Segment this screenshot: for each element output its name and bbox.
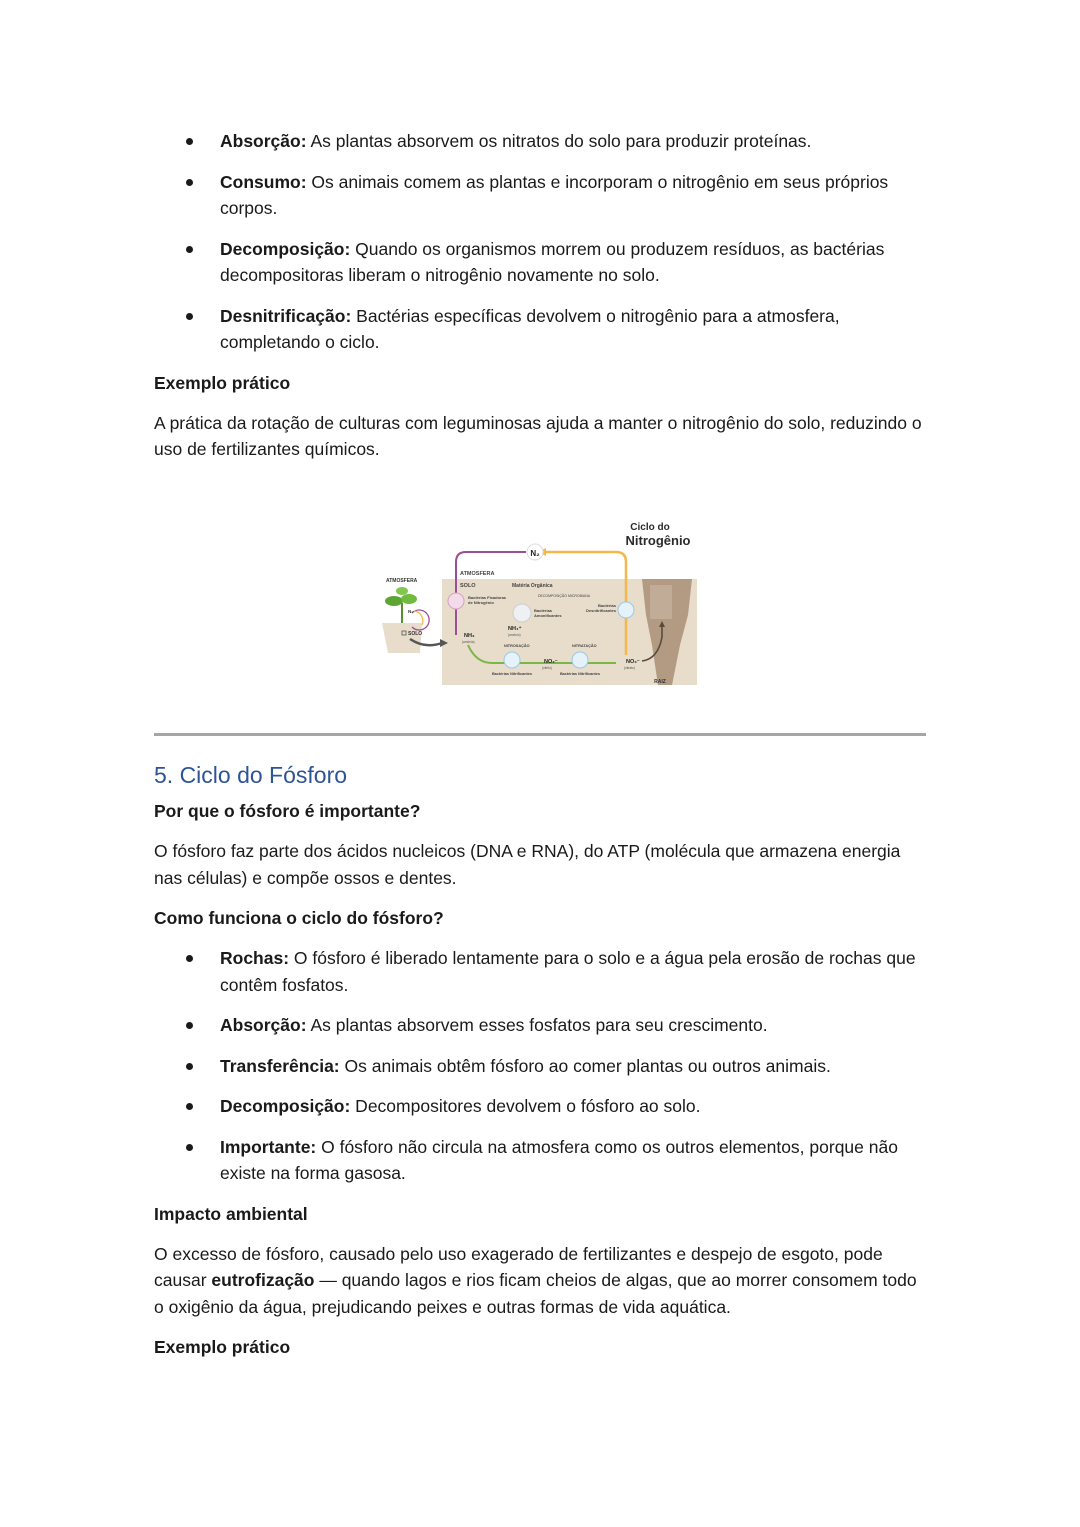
bullet-icon [186,1063,193,1070]
list-item [154,1134,926,1187]
svg-text:de Nitrogênio: de Nitrogênio [468,600,494,605]
svg-text:(nitrito): (nitrito) [542,666,552,670]
svg-text:Ciclo do: Ciclo do [630,522,670,533]
svg-text:SOLO: SOLO [408,631,423,637]
list-item [154,303,926,356]
list-item [154,1053,926,1080]
bullet-text: Bactérias específicas devolvem o nitrogênio para a atmosfera, completando o ciclo. [220,305,840,352]
svg-text:NH₄⁺: NH₄⁺ [508,626,522,632]
svg-text:Nitrogênio: Nitrogênio [625,533,691,548]
bullet-icon [186,955,193,962]
bullet-term: Decomposição: [220,1096,351,1116]
bullet-icon [186,179,193,186]
svg-text:N₂: N₂ [408,609,414,614]
svg-text:(amônia): (amônia) [462,640,475,644]
example-text: A prática da rotação de culturas com leguminosas ajuda a manter o nitrogênio do solo, reduzindo o uso de fertilizantes químicos. [154,412,922,459]
svg-text:(amônio): (amônio) [508,633,521,637]
svg-text:Amonificantes: Amonificantes [534,613,562,618]
list-item [154,1093,926,1120]
svg-text:Bactérias: Bactérias [597,603,616,608]
nitrogen-steps-list [154,128,926,356]
phosphorus-cycle-section [154,760,926,1374]
list-item [154,945,926,998]
impact-text-part: O excesso de fósforo, causado pelo uso exagerado de fertilizantes e despejo de esgoto, pode causar [154,1243,883,1290]
inset-soil [382,623,422,653]
bullet-icon [186,138,193,145]
svg-text:NO₂⁻: NO₂⁻ [544,659,558,665]
bullet-icon [186,1022,193,1029]
bullet-text: Decompositores devolvem o fósforo ao solo. [350,1096,701,1116]
bullet-text: Quando os organismos morrem ou produzem resíduos, as bactérias decompositoras liberam o nitrogênio novamente no solo. [220,238,885,285]
svg-text:Bactérias: Bactérias [534,608,553,613]
svg-text:SOLO: SOLO [460,583,476,589]
impact-text [154,1241,926,1321]
section-heading: 5. Ciclo do Fósforo [154,762,348,788]
list-item [154,236,926,289]
example-heading: Exemplo prático [154,372,291,393]
bullet-icon [186,1103,193,1110]
bullet-term: Rochas: [220,948,290,968]
bullet-text: As plantas absorvem esses fosfatos para seu crescimento. [306,1015,768,1035]
example-heading: Exemplo prático [154,1337,291,1357]
phosphorus-steps-list [154,945,926,1187]
eutrophication-term: eutrofização [211,1270,315,1290]
svg-text:Bactérias Nitrificantes: Bactérias Nitrificantes [491,672,533,676]
bullet-term: Importante: [220,1136,317,1157]
ammonifying-bacteria-icon [513,604,531,622]
svg-text:Desnitrificantes: Desnitrificantes [585,608,616,613]
nitrifying-bacteria-icon [572,652,588,668]
svg-text:Bactérias Fixadoras: Bactérias Fixadoras [468,595,507,600]
denitrifying-bacteria-icon [618,602,634,618]
why-heading: Por que o fósforo é importante? [154,801,421,821]
plant-leaf-icon [385,596,403,606]
svg-text:NO₃⁻: NO₃⁻ [626,659,640,665]
svg-text:ATMOSFERA: ATMOSFERA [460,571,495,577]
svg-text:(nitrato): (nitrato) [624,666,635,670]
bullet-text: Os animais comem as plantas e incorporam o nitrogênio em seus próprios corpos. [220,171,889,218]
svg-text:ATMOSFERA: ATMOSFERA [386,578,418,584]
svg-text:N₂: N₂ [530,549,540,558]
bullet-text: Os animais obtêm fósforo ao comer plantas ou outros animais. [339,1055,831,1076]
svg-text:DECOMPOSIÇÃO MICROBIANA: DECOMPOSIÇÃO MICROBIANA [538,594,591,598]
list-item [154,169,926,222]
svg-text:RAIZ: RAIZ [654,679,666,685]
impact-text-part: — quando lagos e rios ficam cheios de algas, que ao morrer consomem todo o oxigênio da água, prejudicando peixes e outras formas de vida aquática. [154,1270,917,1317]
bullet-term: Consumo: [220,171,307,192]
nitrifying-bacteria-icon [504,652,520,668]
bullet-term: Decomposição: [220,238,351,259]
bullet-term: Transferência: [220,1055,340,1076]
list-item [154,128,926,155]
bullet-term: Desnitrificação: [220,305,352,326]
bullet-text: As plantas absorvem os nitratos do solo para produzir proteínas. [306,131,812,151]
list-item [154,1012,926,1039]
why-text: O fósforo faz parte dos ácidos nucleicos (DNA e RNA), do ATP (molécula que armazena energia nas células) e compõe ossos e dentes. [154,841,901,888]
bullet-text: O fósforo não circula na atmosfera como os outros elementos, porque não existe na forma gasosa. [220,1136,898,1183]
how-heading: Como funciona o ciclo do fósforo? [154,908,444,928]
bullet-term: Absorção: [220,131,307,151]
bullet-term: Absorção: [220,1015,307,1035]
svg-text:Bactérias Nitrificantes: Bactérias Nitrificantes [559,672,601,676]
fixing-bacteria-icon [448,593,464,609]
svg-text:NH₃: NH₃ [464,633,475,639]
nitrogen-cycle-continuation [154,128,926,477]
bullet-icon [186,1144,193,1151]
bullet-text: O fósforo é liberado lentamente para o solo e a água pela erosão de rochas que contêm fosfatos. [220,948,916,995]
section-divider [154,733,926,736]
svg-text:NITRATAÇÃO: NITRATAÇÃO [572,644,597,648]
svg-text:Matéria Orgânica: Matéria Orgânica [512,583,553,589]
bullet-icon [186,313,193,320]
impact-heading: Impacto ambiental [154,1203,308,1224]
nitrogen-cycle-diagram [380,515,705,690]
bullet-icon [186,246,193,253]
svg-text:NITROSAÇÃO: NITROSAÇÃO [504,644,530,648]
